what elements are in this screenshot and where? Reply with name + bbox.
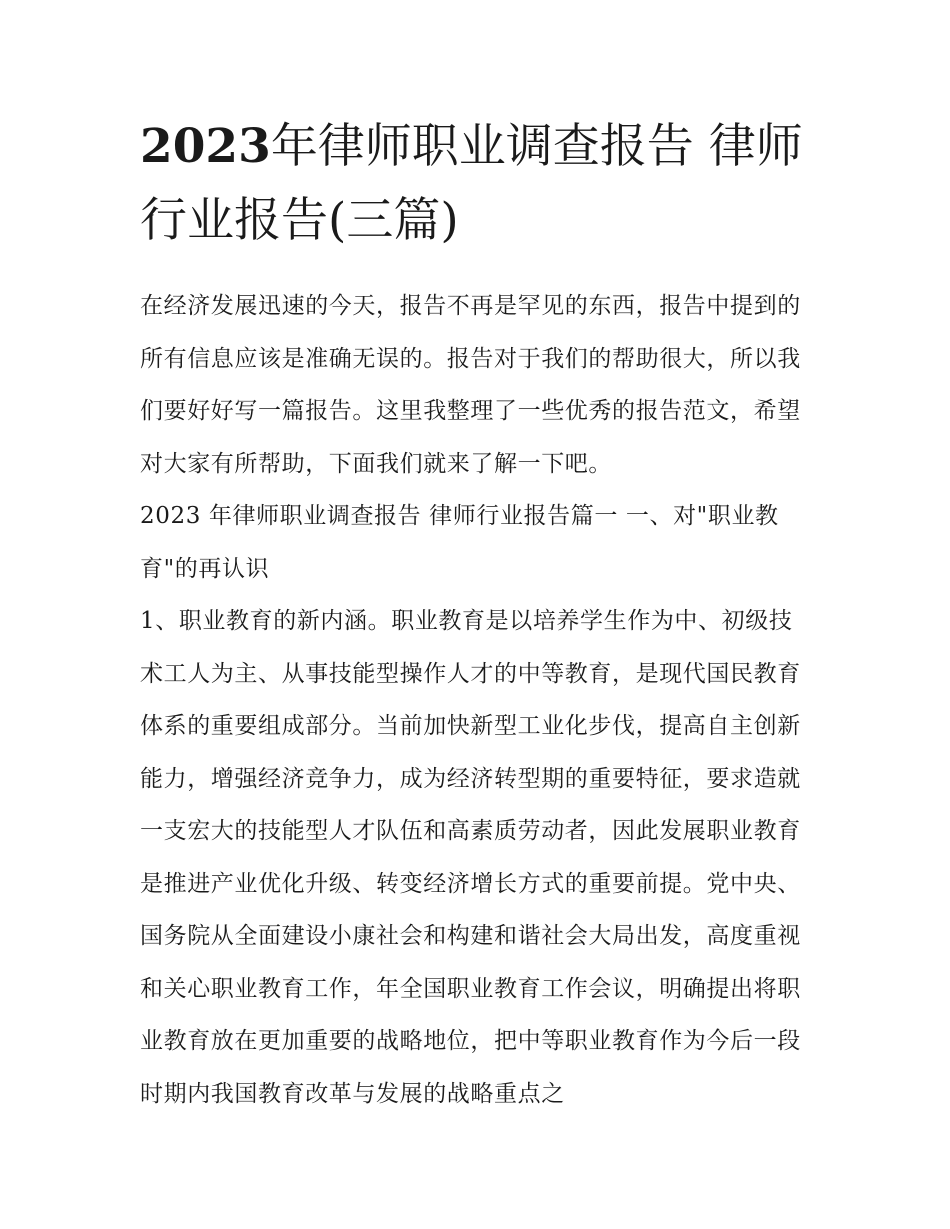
document-page <box>140 110 812 1120</box>
body-paragraph: 1、职业教育的新内涵。职业教育是以培养学生作为中、初级技术工人为主、从事技能型操作人才的中等教育，是现代国民教育体系的重要组成部分。当前加快新型工业化步伐，提高自主创新能力，增强经济竞争力，成为经济转型期的重要特征，要求造就一支宏大的技能型人才队伍和高素质劳动者，因此发展职业教育是推进产业优化升级、转变经济增长方式的重要前提。党中央、国务院从全面建设小康社会和构建和谐社会大局出发，高度重视和关心职业教育工作，年全国职业教育工作会议，明确提出将职业教育放在更加重要的战略地位，把中等职业教育作为今后一段时期内我国教育改革与发展的战略重点之 <box>140 608 801 1107</box>
section-heading-paragraph: 2023 年律师职业调查报告 律师行业报告篇一 一、对"职业教育"的再认识 <box>140 503 779 582</box>
intro-paragraph: 在经济发展迅速的今天，报告不再是罕见的东西，报告中提到的所有信息应该是准确无误的。报告对于我们的帮助很大，所以我们要好好写一篇报告。这里我整理了一些优秀的报告范文，希望对大家有所帮助，下面我们就来了解一下吧。 <box>140 293 801 477</box>
document-title <box>140 110 812 258</box>
title-year: 2023 <box>140 119 271 174</box>
title-text: 年律师职业调查报告 律师行业报告(三篇) <box>140 119 803 248</box>
